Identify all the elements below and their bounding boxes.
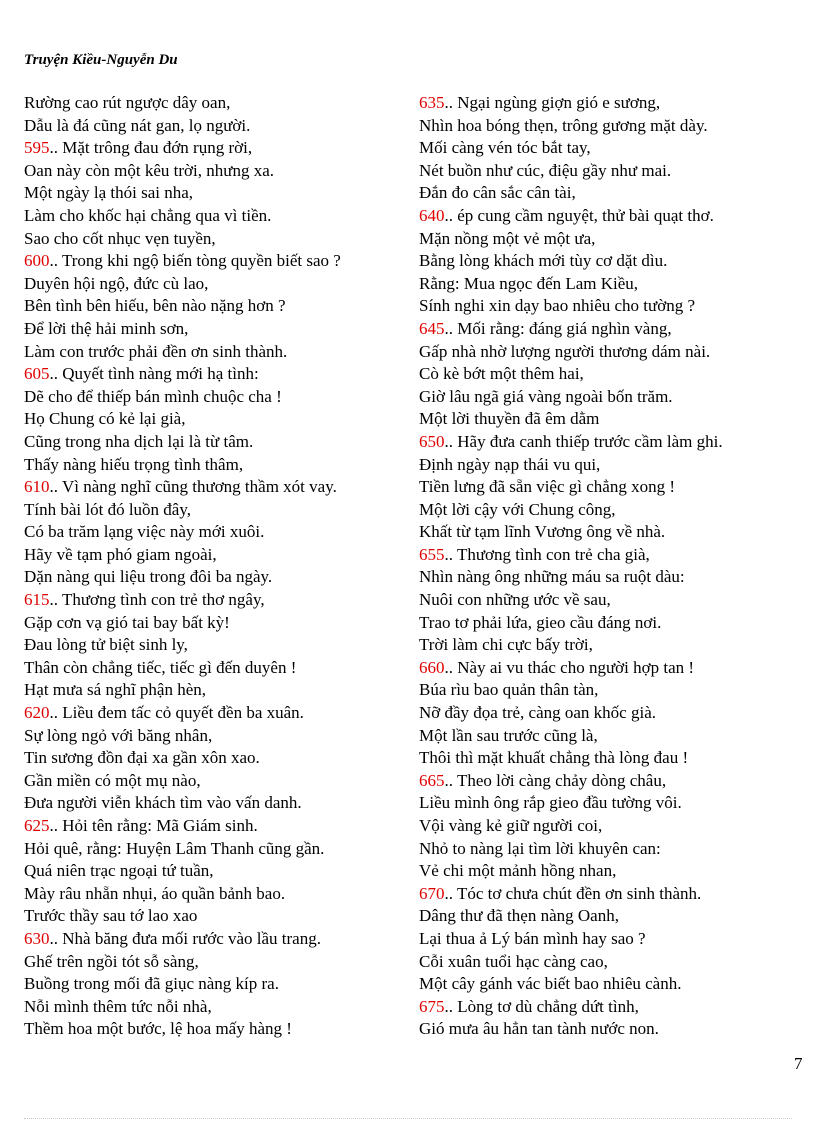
verse-line-text: .. Hỏi tên rằng: Mã Giám sinh. [49,816,258,835]
verse-line-number: 625 [24,816,50,835]
verse-line [419,951,809,974]
verse-line [24,883,404,906]
verse-line-text: Đưa người viễn khách tìm vào vấn danh. [24,793,302,813]
verse-line-number: 655 [419,544,445,564]
verse-line [24,92,404,115]
verse-line-text: Nỡ đầy đọa trẻ, càng oan khốc già. [419,703,656,723]
verse-line [24,318,404,341]
verse-line [419,318,809,341]
verse-line-text: Hãy về tạm phó giam ngoài, [24,544,217,564]
verse-line [419,1018,809,1041]
verse-line [419,996,809,1019]
verse-line [24,205,404,228]
verse-line [419,228,809,251]
verse-line [24,431,404,454]
verse-line [419,634,809,657]
verse-line [24,499,404,522]
verse-line-text: Một lần sau trước cũng là, [419,725,598,745]
verse-line [419,838,809,861]
verse-line-text: Rường cao rút ngược dây oan, [24,93,231,112]
verse-line [24,725,404,748]
verse-line-text: .. Ngại ngùng giợn gió e sương, [444,93,661,112]
verse-line-number: 650 [419,431,445,451]
verse-line-text: Oan này còn một kêu trời, nhưng xa. [24,160,275,180]
verse-line [24,250,404,273]
verse-line-text: Nỗi mình thêm tức nỗi nhà, [24,996,212,1016]
verse-line-text: Mối càng vén tóc bắt tay, [419,138,591,158]
verse-line [419,273,809,296]
verse-line-text: Nuôi con những ước về sau, [419,590,611,610]
verse-line-number: 640 [419,205,445,225]
verse-line-number: 595 [24,138,50,158]
verse-line-text: Làm cho khốc hại chẳng qua vì tiền. [24,205,272,225]
page-number: 7 [794,1054,803,1073]
verse-line-text: Thềm hoa một bước, lệ hoa mấy hàng ! [24,1019,292,1039]
verse-line [419,612,809,635]
verse-line-text: Để lời thệ hải minh sơn, [24,318,189,338]
verse-line-text: .. ép cung cầm nguyệt, thử bài quạt thơ. [444,205,714,225]
verse-line-text: Vội vàng kẻ giữ người coi, [419,816,603,835]
verse-line-text: Liều mình ông rắp gieo đầu tường vôi. [419,793,682,813]
verse-line-text: .. Mối rằng: đáng giá nghìn vàng, [444,318,672,338]
verse-line [419,295,809,318]
verse-line [419,431,809,454]
page-bottom-divider [24,1118,792,1119]
verse-line [24,792,404,815]
page-header-title: Truyện Kiều-Nguyễn Du [24,52,178,68]
verse-line-text: Một ngày lạ thói sai nha, [24,183,194,203]
verse-line [24,905,404,928]
verse-line [24,160,404,183]
verse-line [419,679,809,702]
verse-line-text: Dâng thư đã thẹn nàng Oanh, [419,906,619,926]
verse-line-text: .. Lòng tơ dù chẳng dứt tình, [444,996,639,1016]
verse-line-text: Nhìn hoa bóng thẹn, trông gương mặt dày. [419,115,708,135]
verse-line [419,137,809,160]
verse-line-number: 630 [24,928,50,948]
verse-line [419,160,809,183]
verse-line-number: 605 [24,364,50,384]
verse-line-text: Buồng trong mối đã giục nàng kíp ra. [24,974,279,994]
verse-line [419,589,809,612]
verse-line [419,566,809,589]
verse-line [24,137,404,160]
verse-line [24,228,404,251]
verse-line-text: Tiền lưng đã sẵn việc gì chẳng xong ! [419,477,675,497]
verse-line-text: Gấp nhà nhờ lượng người thương dám nài. [419,341,711,361]
verse-line [419,928,809,951]
verse-line-number: 645 [419,318,445,338]
verse-line [419,182,809,205]
verse-line-number: 660 [419,657,445,677]
verse-line [24,295,404,318]
verse-line-number: 620 [24,703,50,723]
verse-line-text: Cỗi xuân tuổi hạc càng cao, [419,951,608,971]
verse-line [24,838,404,861]
verse-line [24,454,404,477]
verse-line-text: Dẫu là đá cũng nát gan, lọ người. [24,115,251,135]
verse-line-text: .. Thương tình con trẻ cha già, [444,544,650,564]
verse-line-text: .. Liều đem tấc cỏ quyết đền ba xuân. [49,703,304,723]
verse-line [419,205,809,228]
verse-line-text: .. Tóc tơ chưa chút đền ơn sinh thành. [444,883,702,903]
verse-line-text: Đau lòng tử biệt sinh ly, [24,635,188,655]
verse-line-text: Vẻ chi một mảnh hồng nhan, [419,861,617,881]
verse-line-text: Nhìn nàng ông những máu sa ruột dàu: [419,567,685,587]
verse-line-text: .. Vì nàng nghĩ cũng thương thầm xót vay. [49,477,337,497]
verse-line-number: 610 [24,477,50,497]
verse-line [24,182,404,205]
verse-line [24,363,404,386]
verse-line-text: .. Hãy đưa canh thiếp trước cầm làm ghi. [444,431,723,451]
verse-line-text: Tính bài lót đó luồn đây, [24,499,191,519]
verse-line [419,115,809,138]
verse-line-number: 635 [419,93,445,112]
verse-line [419,250,809,273]
verse-line-text: Gặp cơn vạ gió tai bay bất kỳ! [24,612,230,632]
verse-line [419,386,809,409]
verse-line-text: Trước thầy sau tớ lao xao [24,906,198,926]
verse-line-text: Thôi thì mặt khuất chẳng thà lòng đau ! [419,748,689,768]
verse-line [24,928,404,951]
verse-line-text: Nét buồn như cúc, điệu gầy như mai. [419,160,672,180]
verse-line [24,996,404,1019]
verse-line-text: .. Nhà băng đưa mối rước vào lầu trang. [49,928,321,948]
verse-line-text: Thấy nàng hiếu trọng tình thâm, [24,454,244,474]
verse-line [24,770,404,793]
verse-line-number: 615 [24,590,50,610]
verse-line [419,973,809,996]
verse-line [419,770,809,793]
verse-line-text: Sao cho cốt nhục vẹn tuyền, [24,228,216,248]
right-verse-column [419,92,809,1041]
verse-line-text: Cò kè bớt một thêm hai, [419,364,584,384]
verse-line [24,115,404,138]
verse-line-text: Làm con trước phải đền ơn sinh thành. [24,341,288,361]
verse-line [419,702,809,725]
verse-line [419,499,809,522]
verse-line-number: 675 [419,996,445,1016]
verse-line-text: Hỏi quê, rằng: Huyện Lâm Thanh cũng gần. [24,838,325,858]
verse-line-text: Một cây gánh vác biết bao nhiêu cành. [419,974,682,994]
verse-line [419,657,809,680]
verse-line-text: Quá niên trạc ngoại tứ tuần, [24,861,214,881]
verse-line [24,973,404,996]
verse-line-text: Tin sương đồn đại xa gần xôn xao. [24,748,260,768]
verse-line [419,725,809,748]
verse-line [24,273,404,296]
verse-line [24,747,404,770]
verse-line [24,476,404,499]
verse-line-text: Mày râu nhẵn nhụi, áo quần bảnh bao. [24,883,286,903]
verse-line-text: Hạt mưa sá nghĩ phận hèn, [24,680,207,700]
verse-line [24,634,404,657]
verse-line [419,883,809,906]
verse-line-text: Trao tơ phải lứa, gieo cầu đáng nơi. [419,612,662,632]
verse-line-text: Thân còn chẳng tiếc, tiếc gì đến duyên ! [24,657,297,677]
verse-line-text: Sự lòng ngỏ với băng nhân, [24,725,213,745]
verse-line-text: Có ba trăm lạng việc này mới xuôi. [24,522,265,542]
verse-line [419,544,809,567]
verse-line-text: Gần miền có một mụ nào, [24,770,201,790]
verse-line [24,679,404,702]
verse-line [419,454,809,477]
verse-line-text: Búa rìu bao quản thân tàn, [419,680,599,700]
verse-line [24,589,404,612]
verse-line [419,747,809,770]
verse-line [419,408,809,431]
verse-line [24,951,404,974]
left-verse-column [24,92,404,1041]
verse-line [419,363,809,386]
verse-line-number: 670 [419,883,445,903]
verse-line-text: Họ Chung có kẻ lại già, [24,409,186,429]
verse-line-text: Khất từ tạm lĩnh Vương ông về nhà. [419,522,666,542]
verse-line-text: .. Này ai vu thác cho người hợp tan ! [444,657,695,677]
verse-line [419,815,809,838]
verse-line-text: Sính nghi xin dạy bao nhiêu cho tường ? [419,296,696,316]
verse-line [24,1018,404,1041]
verse-line-text: Nhỏ to nàng lại tìm lời khuyên can: [419,838,661,858]
verse-line [24,612,404,635]
verse-line [24,341,404,364]
verse-line-text: Đắn đo cân sắc cân tài, [419,183,576,203]
verse-line-text: Bên tình bên hiếu, bên nào nặng hơn ? [24,296,286,316]
verse-line [24,386,404,409]
verse-line-text: Cũng trong nha dịch lại là từ tâm. [24,431,254,451]
verse-line [24,860,404,883]
verse-line-text: Một lời thuyền đã êm dằm [419,409,600,429]
verse-line [419,92,809,115]
verse-line [24,815,404,838]
verse-line-text: .. Trong khi ngộ biến tòng quyền biết sao ? [49,251,341,271]
verse-line [24,657,404,680]
verse-line-text: .. Mặt trông đau đớn rụng rời, [49,138,253,158]
verse-line [419,792,809,815]
verse-line-number: 600 [24,251,50,271]
verse-line [24,566,404,589]
verse-line-text: Mặn nồng một vẻ một ưa, [419,228,596,248]
verse-line-number: 665 [419,770,445,790]
verse-line-text: Một lời cậy với Chung công, [419,499,616,519]
verse-line-text: Lại thua ả Lý bán mình hay sao ? [419,928,646,948]
verse-line-text: Rằng: Mua ngọc đến Lam Kiều, [419,273,639,293]
verse-line [419,905,809,928]
verse-line-text: Dẽ cho để thiếp bán mình chuộc cha ! [24,386,282,406]
verse-line [419,521,809,544]
verse-line-text: Bằng lòng khách mới tùy cơ dặt dìu. [419,251,668,271]
verse-line-text: .. Theo lời càng chảy dòng châu, [444,770,667,790]
verse-line [419,860,809,883]
verse-line-text: Định ngày nạp thái vu qui, [419,454,601,474]
verse-line-text: Ghế trên ngồi tót sỗ sàng, [24,951,199,971]
verse-line [24,408,404,431]
verse-line-text: Gió mưa âu hẳn tan tành nước non. [419,1019,659,1039]
verse-line [419,341,809,364]
verse-line-text: Dặn nàng qui liệu trong đôi ba ngày. [24,567,273,587]
verse-line-text: Giờ lâu ngã giá vàng ngoài bốn trăm. [419,386,673,406]
verse-line [24,702,404,725]
verse-line [419,476,809,499]
verse-line-text: Trời làm chi cực bấy trời, [419,635,593,655]
verse-line [24,544,404,567]
verse-line-text: .. Quyết tình nàng mới hạ tình: [49,364,259,384]
verse-line-text: .. Thương tình con trẻ thơ ngây, [49,590,265,610]
verse-line [24,521,404,544]
verse-line-text: Duyên hội ngộ, đức cù lao, [24,273,209,293]
